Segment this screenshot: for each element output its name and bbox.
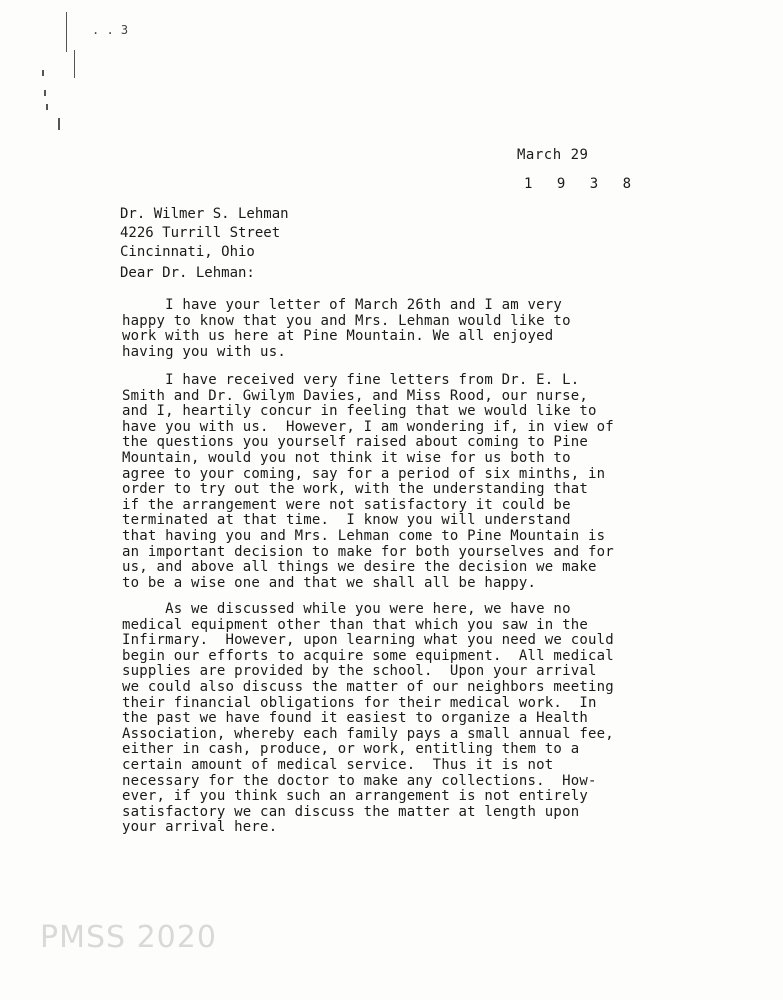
recipient-city: Cincinnati, Ohio bbox=[120, 244, 255, 260]
margin-pencil-mark bbox=[58, 118, 60, 130]
text-line: certain amount of medical service. Thus it is not bbox=[122, 756, 554, 773]
text-line: As we discussed while you were here, we have no bbox=[122, 601, 571, 617]
margin-note: . . 3 bbox=[92, 23, 129, 37]
text-line: Smith and Dr. Gwilym Davies, and Miss Rood, our nurse, bbox=[122, 387, 588, 404]
text-line: and I, heartily concur in feeling that we would like to bbox=[122, 403, 597, 420]
text-line: we could also discuss the matter of our neighbors meeting bbox=[122, 678, 614, 695]
margin-pencil-mark bbox=[74, 50, 75, 78]
letter-year: 1 9 3 8 bbox=[524, 176, 640, 192]
letter-date: March 29 bbox=[517, 147, 589, 163]
text-line: the past we have found it easiest to organize a Health bbox=[122, 710, 588, 727]
text-line: your arrival here. bbox=[122, 819, 278, 836]
text-line: Association, whereby each family pays a small annual fee, bbox=[122, 725, 614, 742]
text-line: supplies are provided by the school. Upon your arrival bbox=[122, 663, 597, 680]
recipient-street: 4226 Turrill Street bbox=[120, 225, 281, 241]
text-line: to be a wise one and that we shall all be happy. bbox=[122, 574, 537, 591]
margin-pencil-mark bbox=[66, 12, 67, 52]
margin-pencil-mark bbox=[44, 90, 46, 96]
text-line: satisfactory we can discuss the matter at length upon bbox=[122, 803, 580, 820]
text-line: terminated at that time. I know you will understand bbox=[122, 512, 571, 529]
margin-pencil-mark bbox=[46, 104, 48, 110]
text-line: begin our efforts to acquire some equipment. All medical bbox=[122, 647, 614, 664]
paragraph-2 bbox=[122, 373, 662, 591]
text-line: order to try out the work, with the understanding that bbox=[122, 481, 588, 498]
text-line: work with us here at Pine Mountain. We all enjoyed bbox=[122, 328, 554, 345]
text-line: either in cash, produce, or work, entitling them to a bbox=[122, 741, 580, 758]
text-line: the questions you yourself raised about coming to Pine bbox=[122, 434, 588, 451]
text-line: happy to know that you and Mrs. Lehman would like to bbox=[122, 312, 571, 329]
paragraph-1 bbox=[122, 298, 662, 360]
text-line: having you with us. bbox=[122, 343, 286, 360]
text-line: I have received very fine letters from Dr. E. L. bbox=[122, 372, 580, 388]
text-line: an important decision to make for both yourselves and for bbox=[122, 543, 614, 560]
text-line: if the arrangement were not satisfactory it could be bbox=[122, 496, 571, 513]
text-line: that having you and Mrs. Lehman come to Pine Mountain is bbox=[122, 527, 606, 544]
text-line: Infirmary. However, upon learning what you need we could bbox=[122, 632, 614, 649]
text-line: I have your letter of March 26th and I am very bbox=[122, 297, 563, 313]
recipient-name: Dr. Wilmer S. Lehman bbox=[120, 206, 289, 222]
text-line: have you with us. However, I am wondering if, in view of bbox=[122, 418, 614, 435]
text-line: Mountain, would you not think it wise for us both to bbox=[122, 449, 571, 466]
recipient-address bbox=[120, 205, 289, 262]
archive-watermark: PMSS 2020 bbox=[40, 920, 217, 955]
text-line: necessary for the doctor to make any collections. How- bbox=[122, 772, 597, 789]
paragraph-3 bbox=[122, 602, 662, 836]
text-line: agree to your coming, say for a period of six minths, in bbox=[122, 465, 606, 482]
salutation: Dear Dr. Lehman: bbox=[120, 265, 255, 281]
margin-pencil-mark bbox=[42, 70, 44, 76]
text-line: their financial obligations for their medical work. In bbox=[122, 694, 597, 711]
text-line: us, and above all things we desire the decision we make bbox=[122, 559, 597, 576]
text-line: ever, if you think such an arrangement is not entirely bbox=[122, 788, 588, 805]
text-line: medical equipment other than that which you saw in the bbox=[122, 616, 588, 633]
